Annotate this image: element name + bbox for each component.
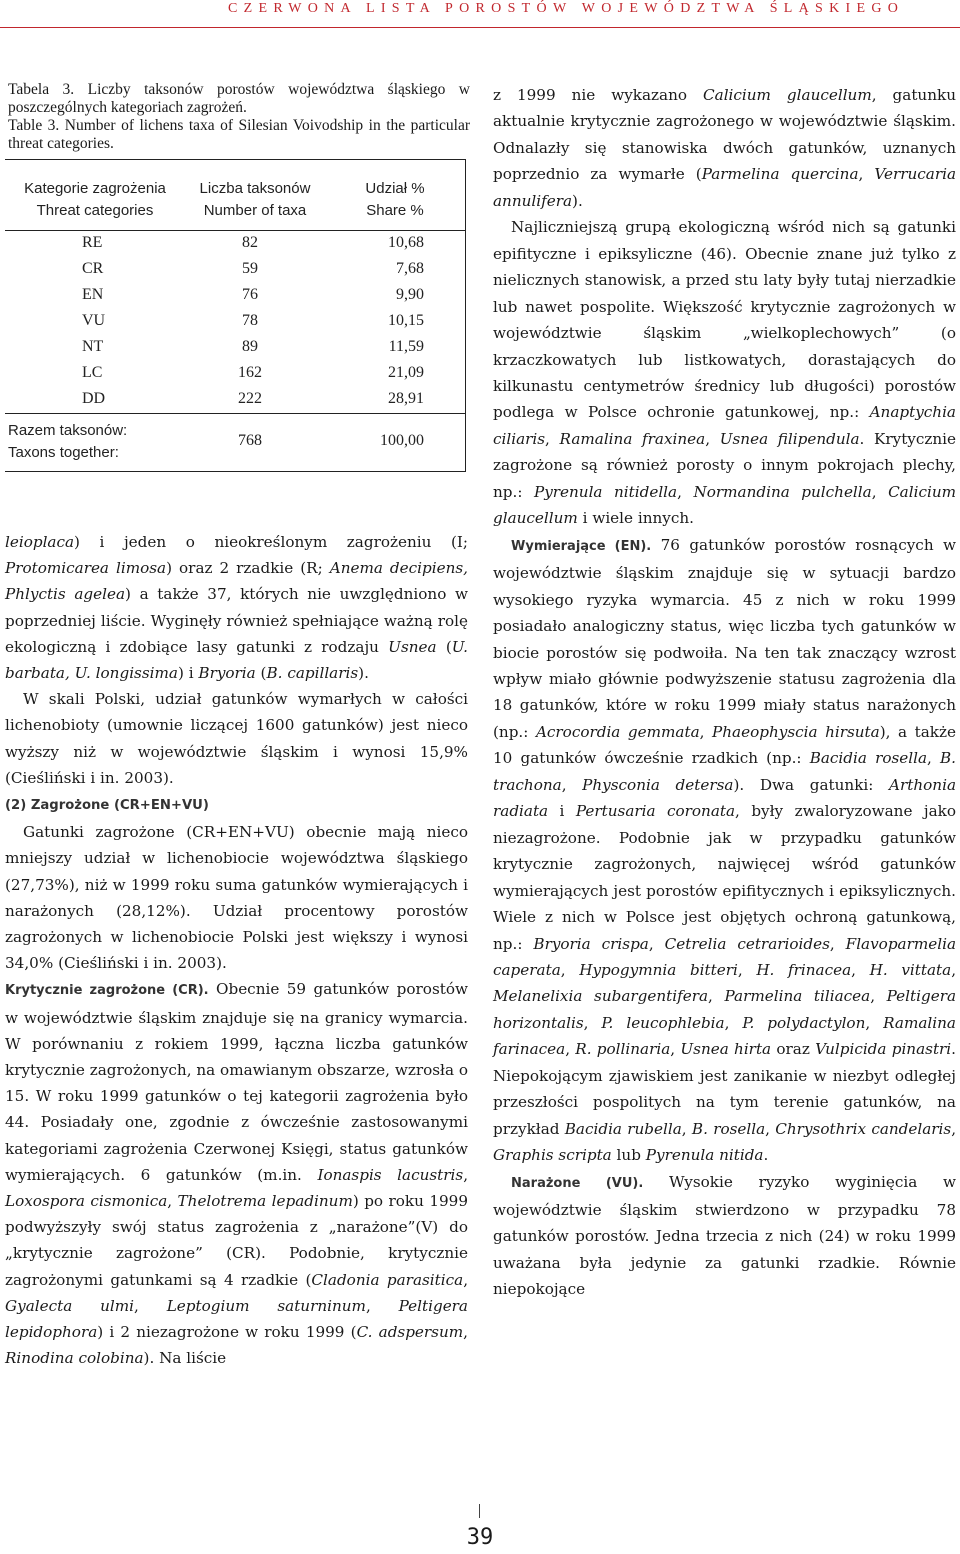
paragraph: Gatunki zagrożone (CR+EN+VU) obecnie mają nieco mniejszy udział w lichenobiocie województwa śląskiego (27,73%), niż w 1999 roku suma gatunków wymierających i narażonych (28,12%). Udział procentowy porostów zagrożonych w lichenobiocie Polski jest większy i wynosi 34,0% (Cieśliński i in. 2003).	[5, 823, 468, 973]
header-rule	[0, 27, 960, 28]
category-label: Narażone (VU).	[511, 1175, 644, 1191]
total-label	[8, 420, 127, 464]
text-run: ), a także 10 gatunków ówcześnie rzadkich (np.:	[493, 722, 956, 768]
total-count: 768	[238, 432, 262, 449]
text-run: . Krytycznie zagrożone są również porosty o innym pokrojach plechy, np.:	[493, 429, 957, 501]
paragraph: W skali Polski, udział gatunków wymarłych w całości lichenobioty (umownie liczącej 1600 gatunków) jest nieco wyższy niż w województwie śląskim i wynosi 15,9% (Cieśliński i in. 2003).	[5, 690, 468, 787]
text-run: ,	[927, 749, 941, 768]
header-categories	[5, 178, 185, 222]
text-run: ,	[871, 482, 889, 501]
species-name: Acrocordia gemmata	[535, 722, 700, 741]
species-name: Bryoria crispa	[533, 934, 649, 953]
table-caption	[8, 81, 470, 153]
text-run: , gatunku aktualnie krytycznie zagrożonego w województwie śląskim. Odnalazły się stanowiska dwóch gatunków, uznanych poprzednio za wymarłe (	[493, 86, 956, 184]
species-name: R. pollinaria	[575, 1040, 671, 1059]
header-count-en: Number of taxa	[203, 202, 307, 219]
text-run: ,	[865, 1013, 884, 1032]
total-label-pl: Razem taksonów:	[8, 422, 128, 439]
paragraph	[5, 529, 468, 686]
text-run: (	[436, 637, 452, 656]
table-header-rule	[5, 230, 465, 231]
table-bottom-rule	[5, 471, 465, 472]
paragraph	[493, 1169, 956, 1303]
header-count	[180, 178, 330, 222]
table-right-rule	[465, 159, 466, 472]
species-name: Usnea	[388, 637, 437, 656]
text-run: ,	[463, 1165, 469, 1184]
page-number-rule	[479, 1504, 480, 1518]
total-label-en: Taxons together:	[8, 444, 119, 461]
species-name: U. barbata, U. longissima	[5, 637, 468, 683]
species-name: H. vittata	[869, 960, 952, 979]
row-count: 89	[242, 338, 258, 355]
species-name: Chrysothrix candelaris	[775, 1119, 952, 1138]
species-name: Melanelixia subargentifera	[493, 987, 709, 1006]
row-category: EN	[82, 286, 104, 303]
text-run: ,	[463, 1270, 469, 1289]
text-run: ,	[670, 1040, 681, 1059]
row-share: 28,91	[388, 390, 424, 407]
text-run: z 1999 nie wykazano	[493, 86, 704, 104]
page-number: 39	[466, 1525, 494, 1550]
paragraph	[493, 214, 956, 531]
paragraph	[5, 976, 468, 1371]
species-name: Parmelina quercina	[701, 165, 859, 184]
species-name: Calicium glaucellum	[703, 86, 872, 104]
table-top-rule	[5, 159, 465, 160]
text-run: i	[548, 802, 576, 821]
text-run: ,	[705, 429, 720, 448]
section-heading: (2) Zagrożone (CR+EN+VU)	[5, 798, 209, 814]
header-share-pl: Udział %	[365, 180, 425, 197]
row-share: 10,15	[388, 312, 424, 329]
text-run: ,	[560, 960, 580, 979]
text-run: oraz	[771, 1040, 816, 1059]
row-category: VU	[82, 312, 106, 329]
species-name: Protomicarea limosa	[5, 559, 167, 578]
species-name: leioplaca	[5, 533, 75, 551]
text-run: i wiele innych.	[577, 509, 694, 528]
species-name: Anema decipiens, Phlyctis agelea	[5, 559, 468, 604]
species-name: Flavoparmelia caperata	[493, 934, 957, 979]
total-share: 100,00	[380, 432, 424, 449]
text-run: ,	[648, 934, 665, 953]
species-name: P. polydactylon	[742, 1013, 866, 1032]
text-run: ,	[463, 1323, 468, 1342]
paragraph	[493, 532, 956, 1169]
text-run: ) i	[177, 664, 199, 683]
species-name: Leptogium saturninum	[166, 1296, 366, 1315]
species-name: Cetrelia cetrarioides	[664, 934, 830, 953]
species-name: Gyalecta ulmi	[5, 1296, 135, 1315]
row-share: 11,59	[388, 338, 424, 355]
text-run: ). Dwa gatunki:	[733, 775, 890, 794]
row-category: CR	[82, 260, 104, 277]
header-categories-en: Threat categories	[36, 202, 154, 219]
text-run: ,	[851, 960, 870, 979]
text-run: ,	[545, 429, 560, 448]
species-name: Ramalina fraxinea	[559, 429, 706, 448]
category-label: Krytycznie zagrożone (CR).	[5, 983, 209, 999]
species-name: B. trachona	[493, 749, 957, 794]
species-name: Peltigera horizontalis	[493, 987, 957, 1032]
header-share	[325, 178, 465, 222]
header-share-en: Share %	[366, 202, 424, 219]
species-name: Cladonia parasitica	[311, 1270, 464, 1289]
text-run: ) i 2 niezagrożone w roku 1999 (	[97, 1323, 357, 1342]
species-name: Pyrenula nitida	[645, 1146, 764, 1165]
text-run: ,	[737, 960, 757, 979]
species-name: Ramalina farinacea	[493, 1013, 956, 1059]
species-name: Usnea hirta	[680, 1040, 772, 1059]
species-name: B. capillaris	[266, 664, 359, 683]
header-categories-pl: Kategorie zagrożenia	[24, 180, 166, 197]
species-name: C. adspersum	[356, 1323, 464, 1342]
species-name: Bryoria	[198, 664, 256, 683]
species-name: Thelotrema lepadinum	[177, 1192, 353, 1211]
row-category: NT	[82, 338, 104, 355]
species-name: Graphis scripta	[493, 1146, 612, 1165]
text-run: ) oraz 2 rzadkie (R;	[166, 559, 330, 578]
species-name: Anaptychia ciliaris	[493, 403, 956, 448]
text-run: ).	[572, 191, 583, 210]
text-run: ,	[765, 1119, 776, 1138]
row-category: RE	[82, 234, 103, 251]
row-count: 162	[238, 364, 262, 381]
text-run: ,	[677, 482, 694, 501]
text-run: ,	[724, 1013, 743, 1032]
text-run: ) a także 37, których nie uwzględniono w poprzedniej liście. Wyginęły również spełniające ważną rolę ekologiczną i zdobiące lasy gatunki z rodzaju	[5, 585, 468, 656]
species-name: Normandina pulchella	[693, 482, 872, 501]
row-count: 76	[242, 286, 258, 303]
text-run: ,	[699, 722, 713, 741]
species-name: Pertusaria coronata	[575, 802, 736, 821]
row-share: 9,90	[396, 286, 424, 303]
text-run: ,	[561, 775, 583, 794]
species-name: Peltigera lepidophora	[5, 1296, 468, 1342]
text-run: . Niepokojącym zjawiskiem jest zanikanie w niezbyt odległej przeszłości pospolitych na tym terenie gatunków, na przykład	[493, 1040, 956, 1138]
text-run: ,	[681, 1119, 692, 1138]
row-category: LC	[82, 364, 103, 381]
text-run: ,	[858, 165, 875, 184]
text-run: 76 gatunków porostów rosnących w województwie śląskim znajduje się w sytuacji bardzo wysokiego ryzyka wymarcia. 45 z nich w roku 1999 posiadało analogiczny status, więc liczba tych gatunków w biocie porostów się podwoiła. Na ten tak znaczący wzrost wpływ miało głównie podwyższenie statusu zagrożenia dla 18 gatunków, które w roku 1999 miały status narażonych (np.:	[493, 535, 956, 741]
species-name: Ionaspis lacustris	[317, 1165, 464, 1184]
row-share: 10,68	[388, 234, 424, 251]
category-label: Wymierające (EN).	[511, 538, 652, 554]
species-name: Bacidia rosella	[809, 749, 928, 768]
species-name: Loxospora cismonica	[5, 1192, 168, 1211]
species-name: Hypogymnia bitteri	[579, 960, 738, 979]
text-run: .	[763, 1146, 769, 1165]
row-count: 59	[242, 260, 258, 277]
text-run: Najliczniejszą grupą ekologiczną wśród nich są gatunki epifityczne i epiksyliczne (46). Obecnie znane już tylko z nielicznych stanowisk, a przed stu laty były tutaj nierzadkie lub nawet pospolite. Większość krytycznie zagrożonych w województwie śląskim „wielkoplechowych” (o krzaczkowatych lub listkowatych, dorastających do kilkunastu centymetrów średnicy lub długości) porostów podlega w Polsce ochronie gatunkowej, np.:	[493, 218, 956, 422]
left-column	[5, 529, 468, 1372]
text-run: ) i jeden o nieokreślonym zagrożeniu (I;	[74, 533, 468, 551]
text-run: ,	[167, 1192, 178, 1211]
text-run: ). Na liście	[143, 1349, 227, 1368]
running-head	[0, 0, 960, 28]
text-run: ,	[870, 987, 887, 1006]
species-name: Calicium glaucellum	[493, 482, 956, 528]
text-run: ) po roku 1999 podwyższyły swój status zagrożenia z „narażone”(V) do „krytycznie zagrożone” (CR). Podobnie, krytycznie zagrożonymi gatunkami są 4 rzadkie (	[5, 1192, 468, 1289]
species-name: Pyrenula nitidella	[533, 482, 678, 501]
text-run: (	[255, 664, 267, 683]
species-name: Physconia detersa	[582, 775, 734, 794]
right-column	[493, 82, 956, 1303]
header-count-pl: Liczba taksonów	[199, 180, 311, 197]
text-run: ,	[365, 1296, 399, 1315]
text-run: ,	[134, 1296, 167, 1315]
text-run: ,	[829, 934, 846, 953]
running-head-text: CZERWONA LISTA POROSTÓW WOJEWÓDZTWA ŚLĄSKIEGO	[228, 1, 905, 16]
paragraph	[493, 82, 956, 214]
text-run: Wysokie ryzyko wyginięcia w województwie śląskim stwierdzono w przypadku 78 gatunków porostów. Jedna trzecia z nich (24) w roku 1999 uważana była jedynie za gatunki rzadkie. Równie niepokojące	[493, 1172, 957, 1299]
caption-english: Table 3. Number of lichens taxa of Silesian Voivodship in the particular threat categories.	[8, 117, 470, 152]
species-name: H. frinacea	[756, 960, 852, 979]
species-name: Usnea filipendula	[719, 429, 860, 448]
species-name: Bacidia rubella	[564, 1119, 682, 1138]
text-run: ,	[951, 1119, 957, 1138]
species-name: Vulpicida pinastri	[815, 1040, 952, 1059]
text-run: ,	[708, 987, 725, 1006]
species-name: P. leucophlebia	[601, 1013, 725, 1032]
row-share: 7,68	[396, 260, 424, 277]
text-run: , były zwaloryzowane jako niezagrożone. Podobnie jak w przypadku gatunków krytycznie zagrożonych, najwięcej wśród gatunków wymierających jest porostów epifitycznych i epiksylicznych. Wiele z nich w Polsce jest objętych ochroną gatunkową, np.:	[493, 802, 956, 953]
text-run: ,	[951, 960, 957, 979]
species-name: Arthonia radiata	[493, 775, 956, 821]
text-run: lub	[611, 1146, 646, 1165]
species-name: Phaeophyscia hirsuta	[712, 722, 880, 741]
text-run: ,	[583, 1013, 602, 1032]
caption-polish: Tabela 3. Liczby taksonów porostów województwa śląskiego w poszczególnych kategoriach zagrożeń.	[8, 81, 470, 116]
row-category: DD	[82, 390, 106, 407]
text-run: ).	[358, 664, 369, 683]
row-count: 222	[238, 390, 262, 407]
species-name: Parmelina tiliacea	[724, 987, 871, 1006]
row-share: 21,09	[388, 364, 424, 381]
row-count: 82	[242, 234, 258, 251]
species-name: B. rosella	[691, 1119, 766, 1138]
species-name: Rinodina colobina	[5, 1349, 144, 1368]
table-total-rule	[5, 413, 465, 414]
text-run: ,	[565, 1040, 576, 1059]
species-name: Verrucaria annulifera	[493, 165, 957, 210]
text-run: Obecnie 59 gatunków porostów w województwie śląskim znajduje się na granicy wymarcia. W porównaniu z rokiem 1999, łączna liczba gatunków krytycznie zagrożonych, na omawianym obszarze, wzrosła o 15. W roku 1999 gatunków o tej kategorii zagrożenia było 44. Posiadały one, zgodnie z ówcześnie zastosowanymi kategoriami zagrożenia Czerwonej Księgi, status gatunków wymierających. 6 gatunków (m.in.	[5, 980, 468, 1184]
row-count: 78	[242, 312, 258, 329]
